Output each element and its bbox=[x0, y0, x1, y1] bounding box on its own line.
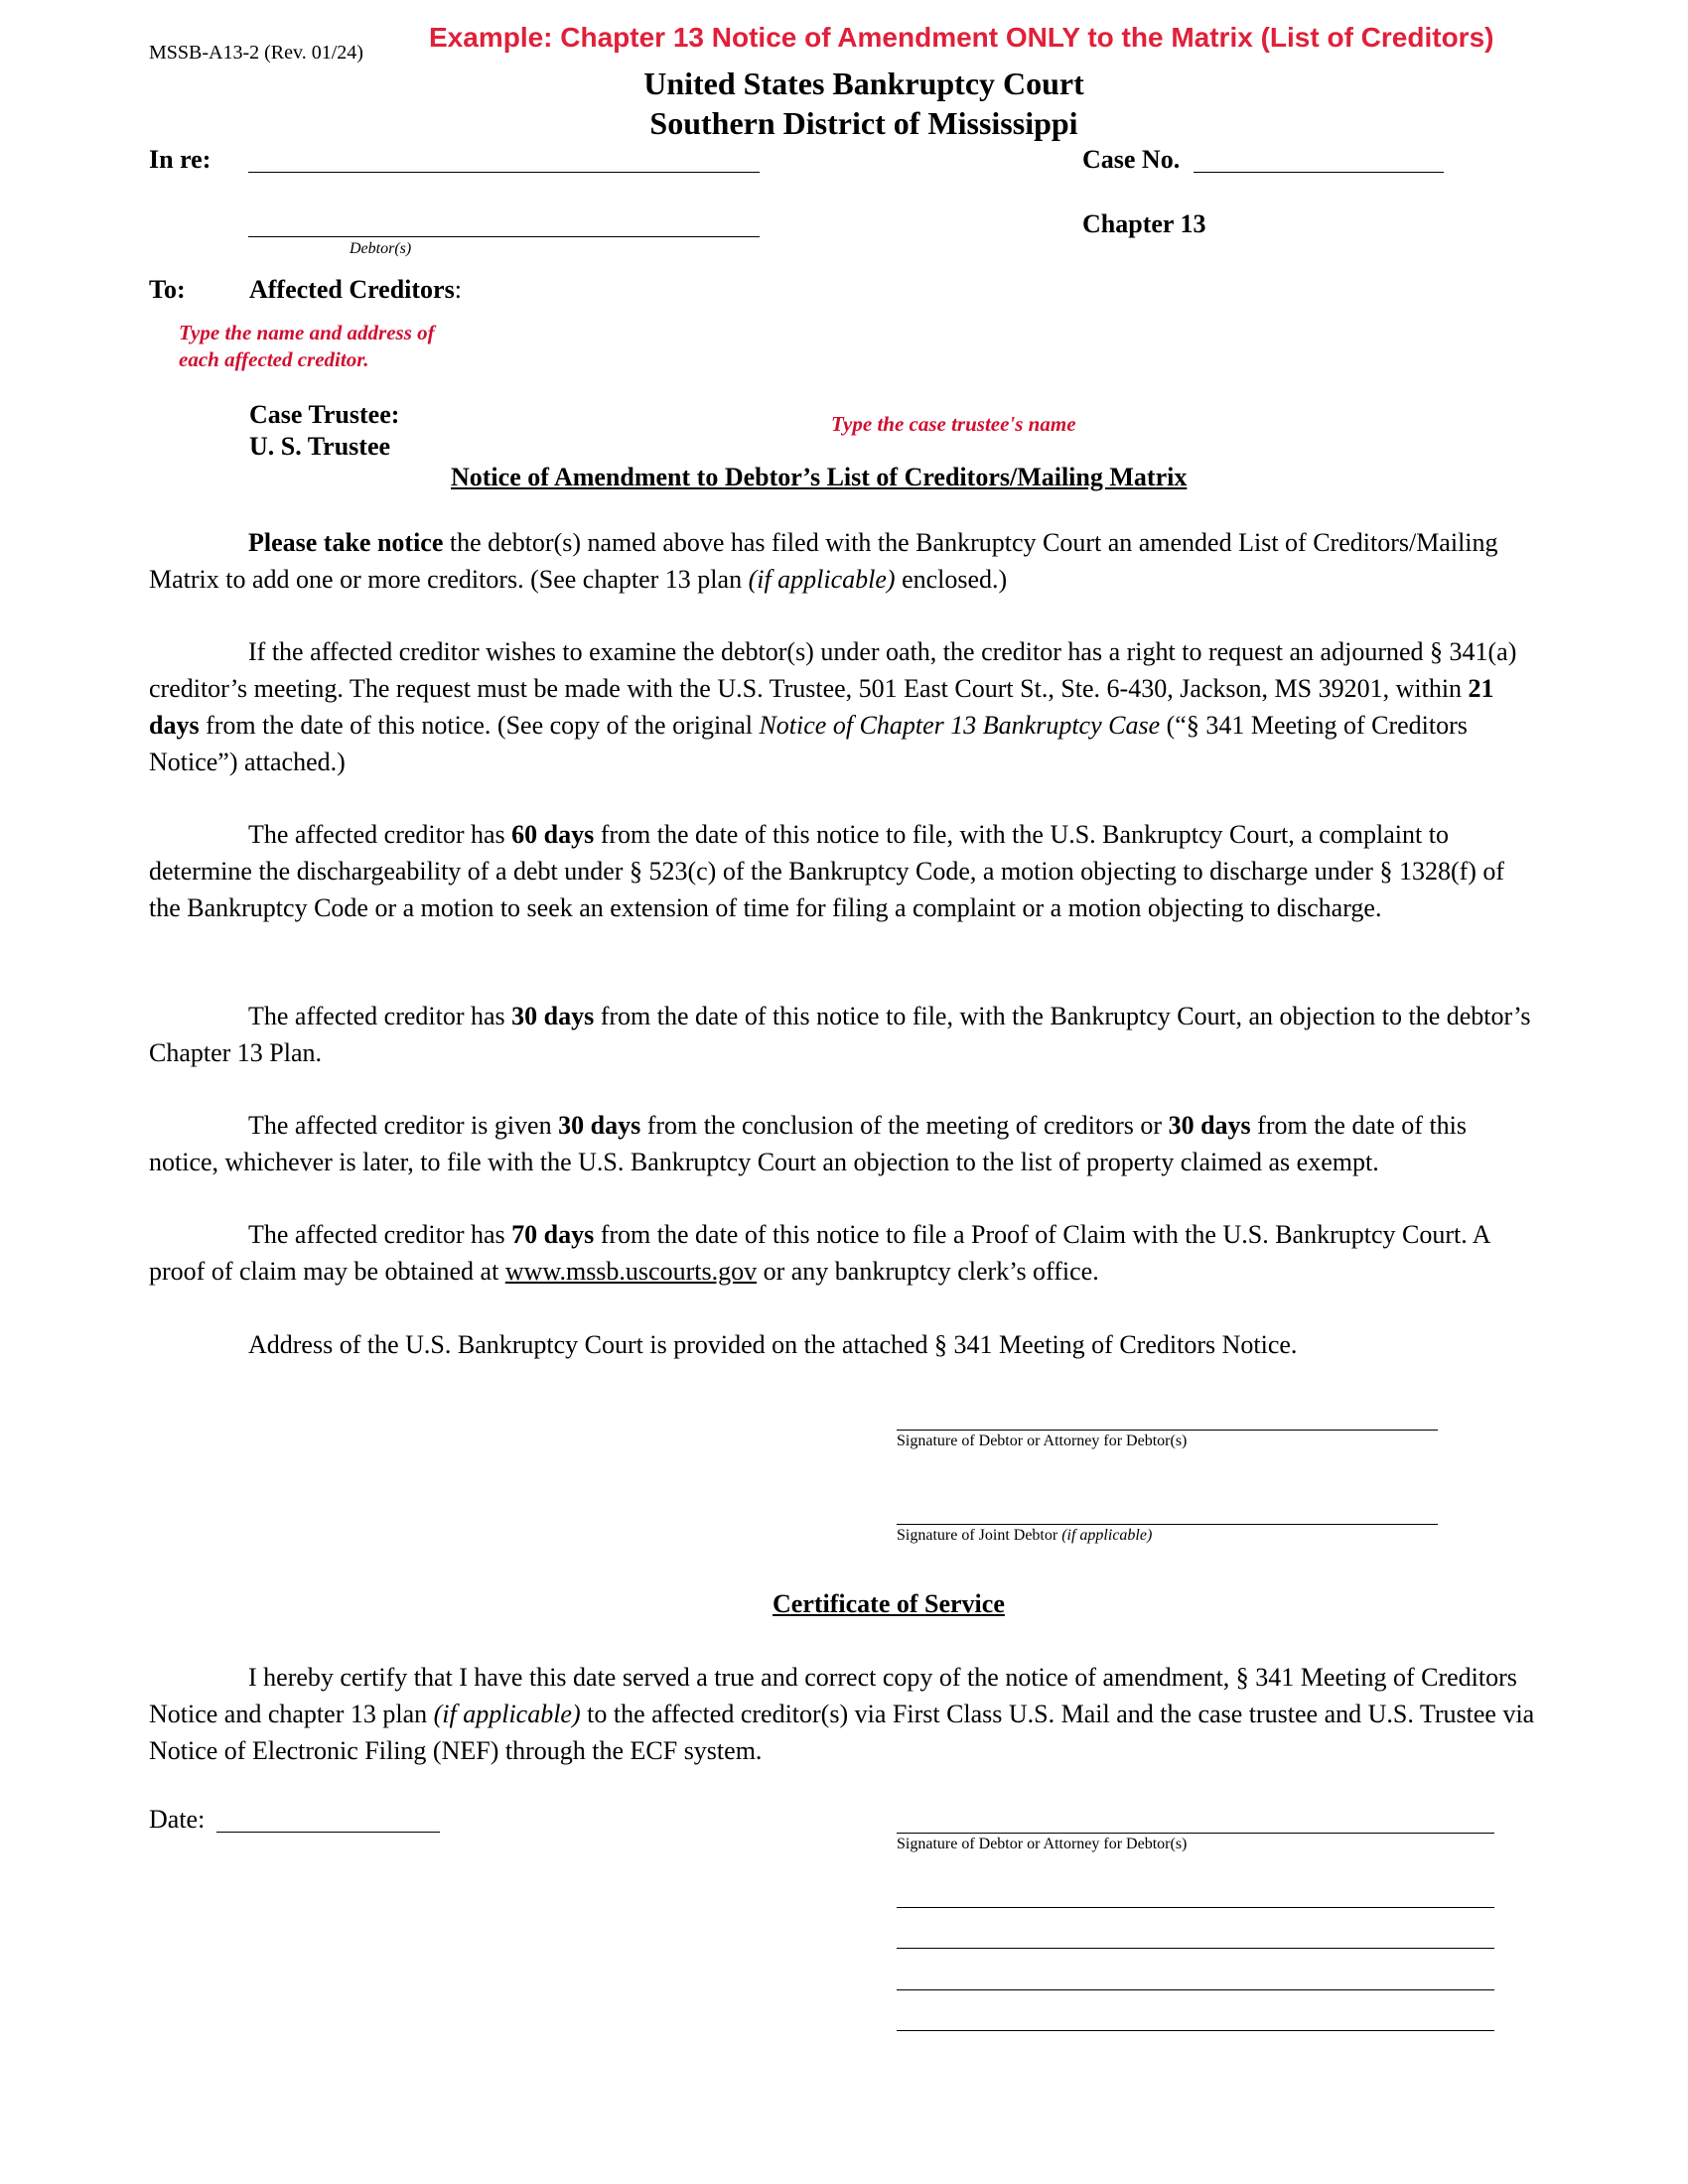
debtor-signature-label: Signature of Debtor or Attorney for Debtor(s) bbox=[897, 1433, 1188, 1449]
address-line-1[interactable] bbox=[897, 1907, 1494, 1908]
form-id: MSSB-A13-2 (Rev. 01/24) bbox=[149, 42, 363, 64]
case-no-label: Case No. bbox=[1082, 145, 1181, 174]
debtor-signature-line[interactable] bbox=[897, 1430, 1438, 1431]
debtor-caption-label: Debtor(s) bbox=[350, 240, 412, 257]
date-label: Date: bbox=[149, 1805, 206, 1834]
to-label: To: bbox=[149, 275, 186, 304]
notice-paragraph-3: The affected creditor has 60 days from the date of this notice to file, with the U.S. Bankruptcy Court, a complaint to determine the dischargeability of a debt under § 523(c) of the Bankruptcy Code, a motion objecting to discharge under § 1328(f) of the Bankruptcy Code or a motion to seek an extension of time for filing a complaint or a motion objecting to discharge. bbox=[149, 820, 1505, 922]
joint-debtor-signature-line[interactable] bbox=[897, 1524, 1438, 1525]
us-trustee-label: U. S. Trustee bbox=[249, 432, 391, 461]
date-line[interactable] bbox=[216, 1832, 440, 1833]
debtor-name-line-2[interactable] bbox=[248, 236, 760, 237]
trustee-hint: Type the case trustee's name bbox=[831, 412, 1076, 436]
affected-creditors-heading: Affected Creditors: bbox=[249, 275, 462, 304]
certificate-title: Certificate of Service bbox=[773, 1589, 1005, 1618]
example-banner: Example: Chapter 13 Notice of Amendment ONLY to the Matrix (List of Creditors) bbox=[429, 22, 1494, 53]
court-name: United States Bankruptcy Court bbox=[643, 66, 1084, 101]
creditor-hint: Type the name and address of each affected creditor. bbox=[179, 321, 435, 371]
notice-paragraph-5: The affected creditor is given 30 days from the conclusion of the meeting of creditors or 30 days from the date of this notice, whichever is later, to file with the U.S. Bankruptcy Court an objection to the list of property claimed as exempt. bbox=[149, 1111, 1468, 1176]
notice-paragraph-4: The affected creditor has 30 days from the date of this notice to file, with the Bankruptcy Court, an objection to the debtor’s Chapter 13 Plan. bbox=[149, 1002, 1531, 1067]
notice-paragraph-6: The affected creditor has 70 days from the date of this notice to file a Proof of Claim with the U.S. Bankruptcy Court. A proof of claim may be obtained at www.mssb.uscourts.gov or any bankruptcy clerk’s office. bbox=[149, 1220, 1490, 1286]
district-name: Southern District of Mississippi bbox=[649, 105, 1078, 141]
case-no-line[interactable] bbox=[1194, 172, 1444, 173]
notice-title: Notice of Amendment to Debtor’s List of Creditors/Mailing Matrix bbox=[451, 463, 1188, 491]
address-line-2[interactable] bbox=[897, 1948, 1494, 1949]
case-trustee-label: Case Trustee: bbox=[249, 400, 400, 429]
notice-paragraph-2: If the affected creditor wishes to examine the debtor(s) under oath, the creditor has a right to request an adjourned § 341(a) creditor’s meeting. The request must be made with the U.S. Trustee, 501 East Court St., Ste. 6-430, Jackson, MS 39201, within 21 days from the date of this notice. (See copy of the original Notice of Chapter 13 Bankruptcy Case (“§ 341 Meeting of Creditors Notice”) attached.) bbox=[149, 637, 1517, 776]
joint-debtor-signature-label: Signature of Joint Debtor (if applicable) bbox=[897, 1527, 1153, 1544]
mssb-website-link[interactable]: www.mssb.uscourts.gov bbox=[504, 1257, 758, 1286]
certificate-signature-line[interactable] bbox=[897, 1833, 1494, 1834]
certificate-text: I hereby certify that I have this date served a true and correct copy of the notice of amendment, § 341 Meeting of Creditors Notice and chapter 13 plan (if applicable) to the affected creditor(s) via First Class U.S. Mail and the case trustee and U.S. Trustee via Notice of Electronic Filing (NEF) through the ECF system. bbox=[149, 1663, 1535, 1765]
chapter-label: Chapter 13 bbox=[1082, 209, 1206, 238]
debtor-name-line-1[interactable] bbox=[248, 172, 760, 173]
certificate-signature-label: Signature of Debtor or Attorney for Debtor(s) bbox=[897, 1836, 1188, 1852]
in-re-label: In re: bbox=[149, 145, 211, 174]
notice-paragraph-7: Address of the U.S. Bankruptcy Court is provided on the attached § 341 Meeting of Creditors Notice. bbox=[248, 1330, 1298, 1359]
notice-paragraph-1: Please take notice the debtor(s) named above has filed with the Bankruptcy Court an amended List of Creditors/Mailing Matrix to add one or more creditors. (See chapter 13 plan (if applicable) enclosed.) bbox=[149, 528, 1498, 594]
address-line-4[interactable] bbox=[897, 2030, 1494, 2031]
address-line-3[interactable] bbox=[897, 1989, 1494, 1990]
